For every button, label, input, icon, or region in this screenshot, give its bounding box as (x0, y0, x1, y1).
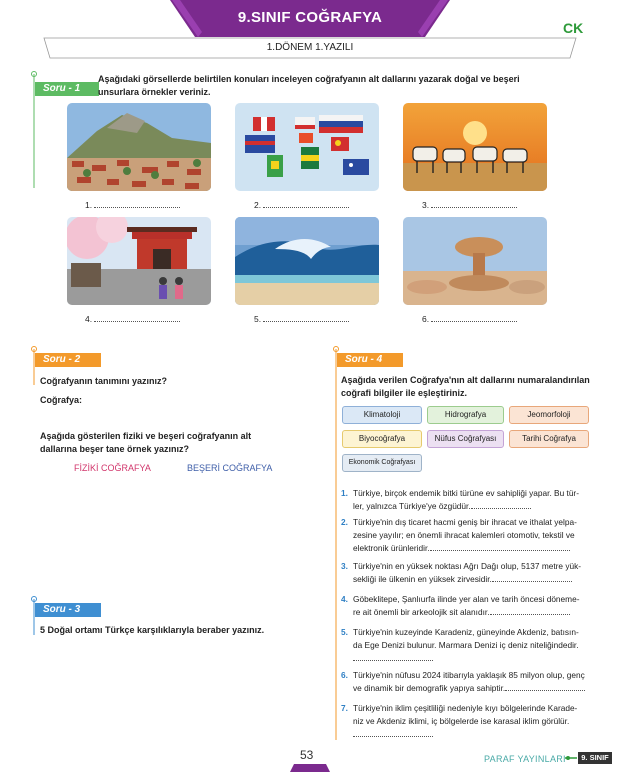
zebras-savanna-photo (403, 103, 547, 191)
publisher-name: PARAF YAYINLARI (484, 754, 566, 764)
q4-answer-7[interactable] (353, 730, 433, 737)
rock-formation-photo (403, 217, 547, 305)
keyword-tarihi-cografya: Tarihi Coğrafya (509, 430, 589, 448)
q4-answer-3[interactable] (492, 575, 572, 582)
q4-answer-4[interactable] (490, 608, 570, 615)
q4-item-4: 4. Göbeklitepe, Şanlıurfa ilinde yer alan ve tarih öncesi döneme- re ait önemli bir arkeolojik sit alanıdır. (341, 594, 580, 617)
answer-3[interactable]: 3. (422, 200, 517, 210)
q4-text: Aşağıda verilen Coğrafya'nın alt dallarını numaralandırılan coğrafi bilgiler ile eşleştiriniz. (341, 375, 590, 398)
keyword-hidrografya: Hidrografya (427, 406, 504, 424)
answer-5[interactable]: 5. (254, 314, 349, 324)
page-title: 9.SINIF COĞRAFYA (237, 9, 383, 26)
q4-answer-2[interactable] (430, 544, 570, 551)
q2-line1: Coğrafyanın tanımını yazınız? (40, 376, 168, 386)
world-flags-map-photo (235, 103, 379, 191)
footer-connector (565, 755, 577, 761)
grade-tag: 9. SINIF (578, 752, 612, 764)
q4-item-7: 7. Türkiye'nin iklim çeşitliliği nedeniyle kıyı bölgelerinde Karade- niz ve Akdeniz iklimi, iç bölgelerde ise karasal iklim görülür. (341, 702, 591, 741)
q4-item-6: 6. Türkiye'nin nüfusu 2024 itibarıyla yaklaşık 85 milyon olup, genç ve dinamik bir demografik yapıya sahiptir. (341, 670, 585, 693)
answer-1[interactable]: 1. (85, 200, 180, 210)
q4-answer-5[interactable] (353, 654, 433, 661)
q2-line3: Aşağıda gösterilen fiziki ve beşeri coğrafyanın alt dallarına beşer tane örnek yazınız? (40, 431, 252, 454)
physical-geography-heading: FİZİKİ COĞRAFYA (74, 463, 151, 473)
q3-tag: Soru - 3 (35, 603, 101, 617)
keyword-jeomorfoloji: Jeomorfoloji (509, 406, 589, 424)
q4-item-5: 5. Türkiye'nin kuzeyinde Karadeniz, güneyinde Akdeniz, batısın- da Ege Denizi bulunur. Marmara Denizi iç deniz niteliğindedir. (341, 626, 591, 665)
q4-answer-6[interactable] (505, 684, 585, 691)
answer-2[interactable]: 2. (254, 200, 349, 210)
q4-answer-1[interactable] (471, 502, 531, 509)
keyword-biyocografya: Biyocoğrafya (342, 430, 422, 448)
q1-tag: Soru - 1 (35, 82, 99, 96)
q4-tag: Soru - 4 (337, 353, 403, 367)
q3-text: 5 Doğal ortamı Türkçe karşılıklarıyla beraber yazınız. (40, 625, 265, 635)
q4-item-3: 3. Türkiye'nin en yüksek noktası Ağrı Dağı olup, 5137 metre yük- sekliği ile ülkenin en yüksek zirvesidir. (341, 561, 582, 584)
town-photo (67, 103, 211, 191)
q4-item-1: 1. Türkiye, birçok endemik bitki türüne ev sahipliği yapar. Bu tür- ler, yalnızca Türkiye'ye özgüdür. (341, 488, 579, 511)
human-geography-heading: BEŞERİ COĞRAFYA (187, 463, 273, 473)
keyword-nufus-cografyasi: Nüfus Coğrafyası (427, 430, 504, 448)
answer-6[interactable]: 6. (422, 314, 517, 324)
q2-line2: Coğrafya: (40, 395, 83, 405)
footer-tab (290, 764, 330, 772)
q4-sideline (332, 345, 340, 740)
page-number: 53 (300, 748, 314, 762)
exam-subtitle: 1.DÖNEM 1.YAZILI (266, 42, 354, 53)
ocean-wave-photo (235, 217, 379, 305)
japanese-temple-photo (67, 217, 211, 305)
keyword-klimatoloji: Klimatoloji (342, 406, 422, 424)
answer-4[interactable]: 4. (85, 314, 180, 324)
ck-label: CK (563, 20, 584, 36)
keyword-ekonomik-cografyasi: Ekonomik Coğrafyası (342, 454, 422, 472)
q4-item-2: 2. Türkiye'nin dış ticaret hacmi geniş bir ihracat ve ithalat yelpa- zesine yayılır; en önemli ihracat kalemleri otomotiv, tekstil ve elektronik ürünleridir. (341, 517, 577, 553)
q2-tag: Soru - 2 (35, 353, 101, 367)
q1-text: Aşağıdaki görsellerde belirtilen konuları inceleyen coğrafyanın alt dallarını yazarak doğal ve beşeri unsurlara örnekler veriniz. (98, 74, 520, 97)
